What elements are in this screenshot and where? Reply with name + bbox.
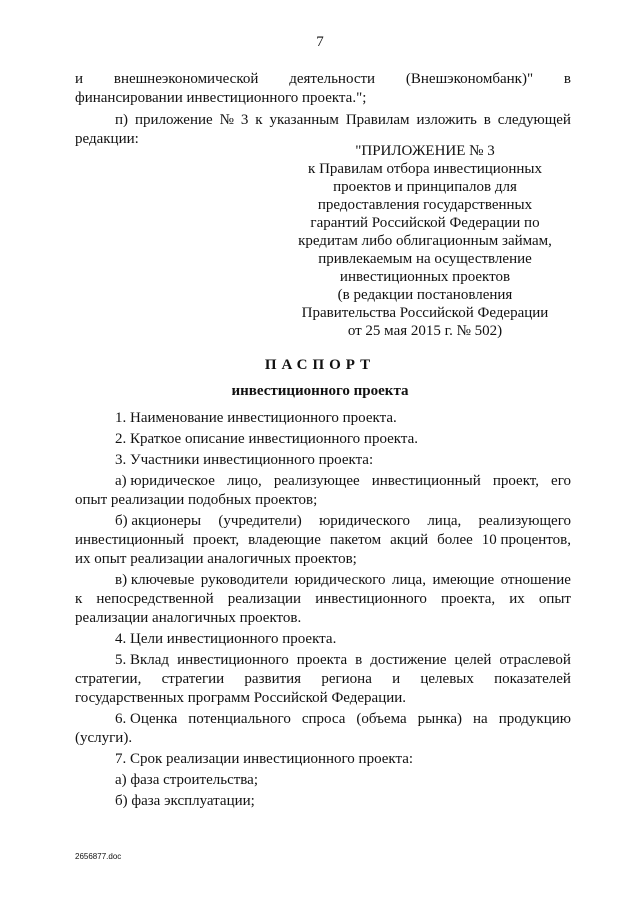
word: проекта — [296, 652, 348, 668]
word: целей — [454, 652, 492, 668]
word: его — [551, 473, 571, 489]
item-3b-line-3: их опыт реализации аналогичных проектов; — [75, 551, 357, 567]
item-6-line-2: (услуги). — [75, 730, 133, 746]
word: к — [255, 112, 263, 128]
word: опыт — [538, 591, 571, 607]
word: и — [75, 71, 84, 87]
word: их — [509, 591, 525, 607]
word: лица, — [392, 572, 426, 588]
item-3c-line-1 — [75, 571, 571, 590]
word: пакетом — [329, 532, 382, 548]
word: приложение — [134, 112, 213, 128]
word: проект, — [193, 532, 240, 548]
word: акций — [390, 532, 429, 548]
word: к — [75, 591, 83, 607]
item-3b-line-2 — [75, 531, 571, 550]
word: а) юридическое — [115, 473, 215, 489]
word: спроса — [301, 711, 346, 727]
word: п) — [115, 112, 129, 128]
item-3a-line-2: опыт реализации подобных проектов; — [75, 492, 318, 508]
word: региона — [321, 671, 372, 687]
appendix-line: (в редакции постановления — [337, 287, 513, 303]
word: целевых — [420, 671, 474, 687]
intro-line-4: редакции: — [75, 131, 139, 147]
word: проект, — [492, 473, 539, 489]
word: № — [219, 112, 234, 128]
word: юридического — [294, 572, 386, 588]
word: стратегии, — [75, 671, 142, 687]
word: Правилам — [345, 112, 410, 128]
intro-line-3 — [75, 111, 571, 130]
appendix-header — [290, 142, 560, 340]
word: (объема — [356, 711, 407, 727]
word: имеющие — [432, 572, 495, 588]
word: изложить — [416, 112, 477, 128]
word: отношение — [500, 572, 571, 588]
word: руководители — [200, 572, 289, 588]
word: в) ключевые — [115, 572, 195, 588]
item-3c-line-2 — [75, 590, 571, 609]
word: стратегии — [161, 671, 225, 687]
item-3c-line-3: реализации аналогичных проектов. — [75, 610, 302, 626]
word: продукцию — [498, 711, 571, 727]
document-title: ПАСПОРТ — [264, 357, 376, 373]
word: лица, — [427, 513, 462, 529]
word: реализующее — [273, 473, 360, 489]
word: непосредственной — [96, 591, 214, 607]
word: 10 процентов, — [481, 532, 571, 548]
appendix-line: Правительства Российской Федерации — [301, 305, 549, 321]
word: на — [473, 711, 488, 727]
word: в — [483, 112, 491, 128]
word: (Внешэкономбанк)" — [405, 71, 534, 87]
word: инвестиционного — [177, 652, 289, 668]
item-7a: а) фаза строительства; — [115, 772, 258, 788]
word: 3 — [240, 112, 249, 128]
intro-line-2: финансировании инвестиционного проекта."; — [75, 90, 367, 106]
word: реализации — [227, 591, 302, 607]
item-5-line-3: государственных программ Российской Федерации. — [75, 690, 407, 706]
appendix-line: инвестиционных проектов — [339, 269, 511, 285]
word: рынка) — [417, 711, 462, 727]
word: указанным — [269, 112, 339, 128]
appendix-line: привлекаемым на осуществление — [318, 251, 532, 267]
word: внешнеэкономической — [113, 71, 259, 87]
item-5-line-1 — [75, 651, 571, 670]
word: юридического — [319, 513, 411, 529]
item-1: 1. Наименование инвестиционного проекта. — [115, 410, 397, 426]
appendix-line: "ПРИЛОЖЕНИЕ № 3 — [355, 143, 495, 159]
item-3: 3. Участники инвестиционного проекта: — [115, 452, 374, 468]
file-name-footer: 2656877.doc — [75, 852, 122, 861]
page-number: 7 — [316, 34, 324, 50]
document-subtitle: инвестиционного проекта — [231, 383, 409, 399]
word: отраслевой — [499, 652, 571, 668]
item-2: 2. Краткое описание инвестиционного проекта. — [115, 431, 419, 447]
word: в — [355, 652, 363, 668]
word: (учредители) — [218, 513, 302, 529]
word: достижение — [370, 652, 447, 668]
intro-line-1 — [75, 70, 571, 89]
word: деятельности — [289, 71, 376, 87]
word: инвестиционный — [371, 473, 481, 489]
word: проекта, — [441, 591, 496, 607]
word: следующей — [497, 112, 571, 128]
item-3b-line-1 — [75, 512, 571, 531]
item-7: 7. Срок реализации инвестиционного проекта: — [115, 751, 414, 767]
word: б) акционеры — [115, 513, 202, 529]
appendix-line: проектов и принципалов для — [333, 179, 517, 195]
word: лицо, — [226, 473, 262, 489]
item-3a-line-1 — [75, 472, 571, 491]
item-7b: б) фаза эксплуатации; — [115, 793, 255, 809]
word: инвестиционного — [315, 591, 427, 607]
word: развития — [244, 671, 302, 687]
word: 5. Вклад — [115, 652, 170, 668]
appendix-line: предоставления государственных — [317, 197, 533, 213]
item-5-line-2 — [75, 670, 571, 689]
word: 6. Оценка — [115, 711, 178, 727]
word: владеющие — [248, 532, 321, 548]
word: и — [392, 671, 401, 687]
word: в — [563, 71, 571, 87]
appendix-line: кредитам либо облигационным займам, — [298, 233, 552, 249]
word: реализующего — [478, 513, 571, 529]
appendix-line: гарантий Российской Федерации по — [310, 215, 540, 231]
item-4: 4. Цели инвестиционного проекта. — [115, 631, 337, 647]
appendix-line: к Правилам отбора инвестиционных — [308, 161, 542, 177]
appendix-line: от 25 мая 2015 г. № 502) — [347, 323, 503, 339]
word: потенциального — [188, 711, 291, 727]
word: инвестиционный — [75, 532, 185, 548]
item-6-line-1 — [75, 710, 571, 729]
word: показателей — [494, 671, 571, 687]
word: более — [437, 532, 473, 548]
